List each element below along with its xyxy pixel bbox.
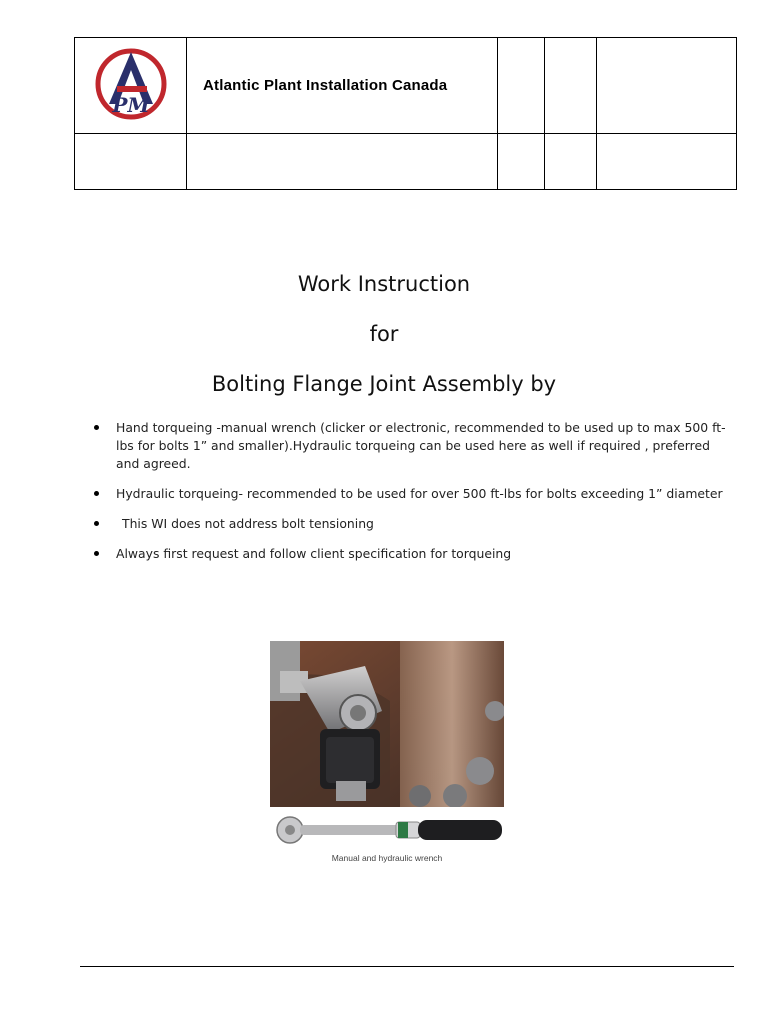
- title-line-1: Work Instruction: [297, 272, 471, 296]
- bullet-item: This WI does not address bolt tensioning: [92, 515, 728, 533]
- company-name: Atlantic Plant Installation Canada: [187, 38, 498, 134]
- figure-caption: Manual and hydraulic wrench: [331, 853, 443, 863]
- bullet-list: [92, 419, 728, 575]
- header-cell-empty-3: [597, 38, 737, 134]
- hydraulic-wrench-photo: [270, 641, 504, 807]
- title-line-3: Bolting Flange Joint Assembly by: [211, 372, 557, 396]
- logo-cell: [75, 38, 187, 134]
- bullet-item: Hand torqueing -manual wrench (clicker or electronic, recommended to be used up to max 500 ft-lbs for bolts 1” and smaller).Hydraulic torqueing can be used here as well if required , preferred and agreed.: [92, 419, 728, 473]
- footer-rule: [80, 966, 734, 967]
- title-line-2: for: [369, 322, 399, 346]
- bullet-item: Always first request and follow client specification for torqueing: [92, 545, 728, 563]
- document-header-table: [74, 37, 737, 190]
- header-cell-empty-4: [75, 134, 187, 190]
- header-cell-empty-1: [498, 38, 545, 134]
- header-cell-empty-8: [597, 134, 737, 190]
- header-cell-empty-6: [498, 134, 545, 190]
- header-cell-empty-7: [545, 134, 597, 190]
- manual-wrench-image: [270, 814, 504, 854]
- apm-logo: [93, 46, 169, 122]
- header-cell-empty-5: [187, 134, 498, 190]
- bullet-item: Hydraulic torqueing- recommended to be used for over 500 ft-lbs for bolts exceeding 1” diameter: [92, 485, 728, 503]
- logo-letters: PM: [111, 92, 150, 117]
- header-cell-empty-2: [545, 38, 597, 134]
